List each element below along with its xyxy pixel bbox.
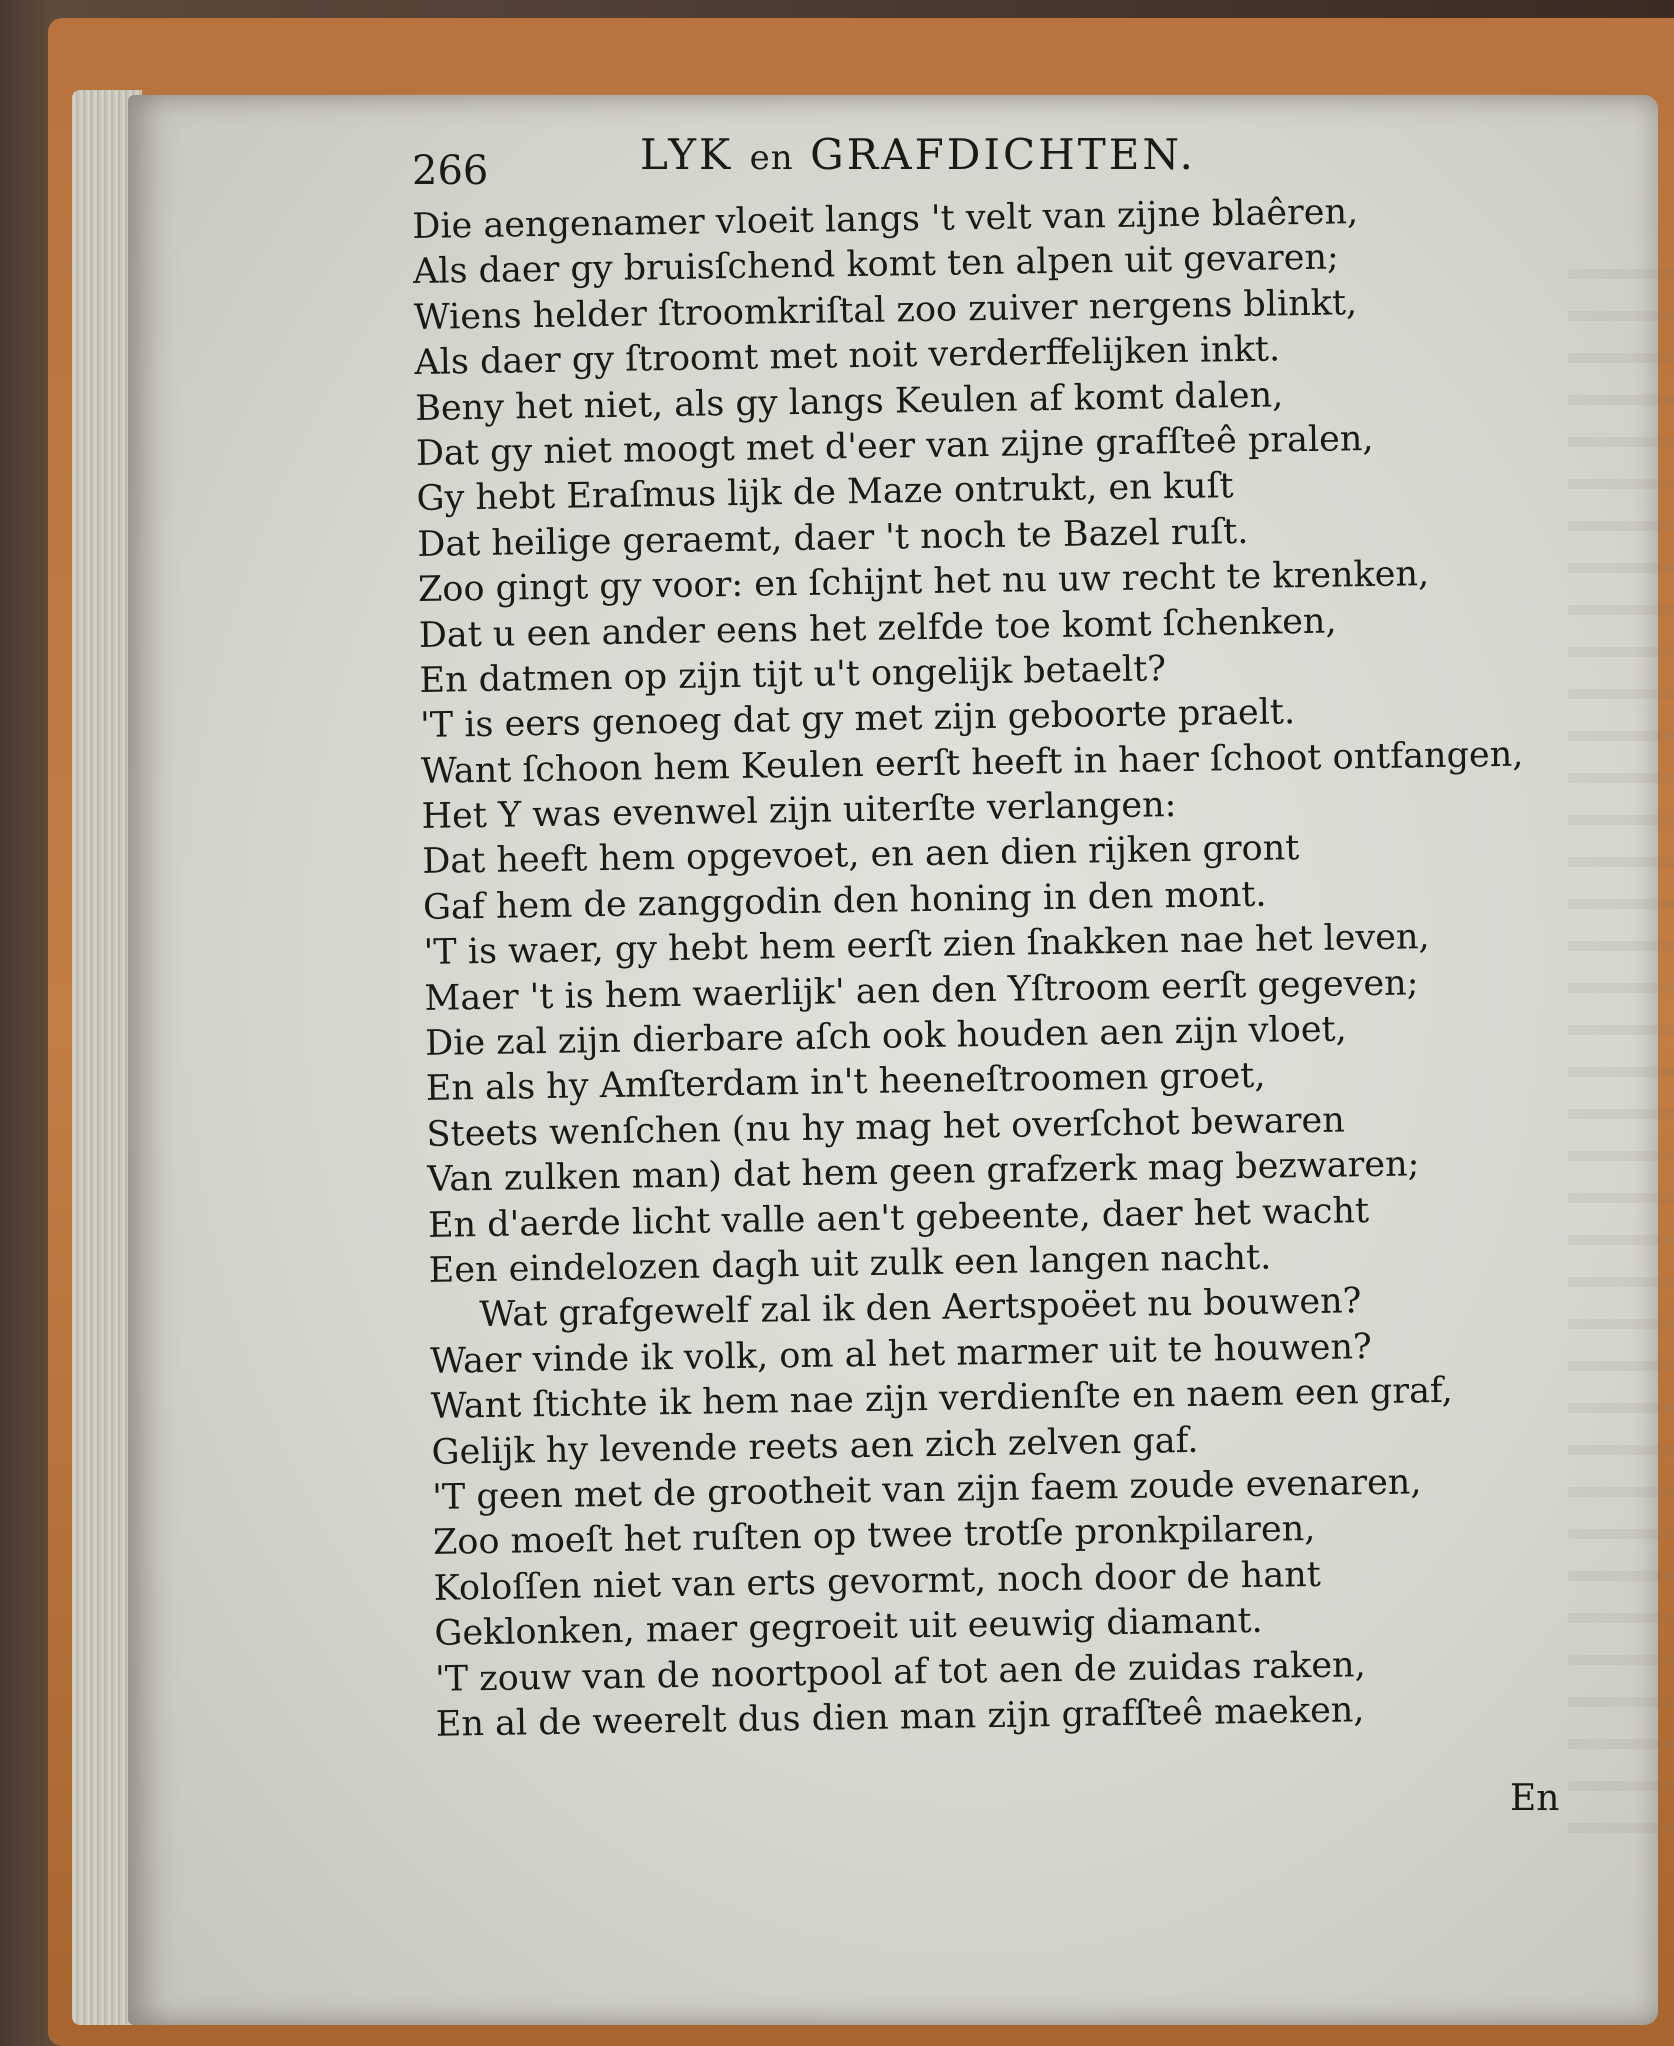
poem-line: Het Y was evenwel zijn uiterſte verlangen: [421,785,1177,838]
poem-line: Die aengenamer vloeit langs 't velt van zijne blaêren, [412,192,1359,247]
poem-line: Dat gy niet moogt met d'eer van zijne grafſteê pralen, [415,418,1374,474]
poem-line: Dat heilige geraemt, daer 't noch te Bazel ruſt. [417,511,1249,565]
poem-line: Gy hebt Eraſmus lijk de Maze ontrukt, en kuſt [416,466,1234,520]
poem-line: Wiens helder ſtroomkriſtal zoo zuiver nergens blinkt, [413,282,1358,338]
poem-text [412,187,1586,1748]
header-title-part2: GRAFDICHTEN. [810,130,1196,179]
poem-line: Een eindelozen dagh uit zulk een langen nacht. [428,1237,1272,1291]
poem-line: 'T is eers genoeg dat gy met zijn geboorte praelt. [419,692,1296,747]
poem-line: Dat u een ander eens het zelfde toe komt ſchenken, [418,601,1337,656]
poem-line: Zoo moeſt het ruſten op twee trotſe pronkpilaren, [432,1509,1316,1564]
header-title-part1: LYK [640,130,734,179]
poem-line: Koloſſen niet van erts gevormt, noch door de hant [433,1554,1322,1609]
header-title-en: en [749,138,794,178]
poem-line: 'T is waer, gy hebt hem eerſt zien ſnakken nae het leven, [423,917,1430,974]
poem-line: Van zulken man) dat hem geen grafzerk mag bezwaren; [427,1144,1420,1201]
poem-line: Gaf hem de zanggodin den honing in den mont. [422,874,1267,928]
poem-line: Als daer gy bruisſchend komt ten alpen uit gevaren; [412,237,1340,293]
poem-line: Zoo gingt gy voor: en ſchijnt het nu uw recht te krenken, [417,554,1430,611]
poem-line: Waer vinde ik volk, om al het marmer uit te houwen? [429,1326,1373,1382]
poem-line: En d'aerde licht valle aen't gebeente, daer het wacht [427,1190,1370,1246]
poem-line: Die zal zijn dierbare aſch ook houden aen zijn vloet, [424,1009,1347,1064]
catchword: En [1510,1778,1560,1819]
poem-line: Dat heeft hem opgevoet, en aen dien rijken gront [422,828,1300,883]
poem-line: Maer 't is hem waerlijk' aen den Yſtroom eerſt gegeven; [424,962,1419,1019]
poem-line: Steets wenſchen (nu hy mag het overſchot bewaren [426,1100,1346,1155]
poem-line: Als daer gy ſtroomt met noit verderffelijken inkt. [414,329,1281,384]
poem-line: En al de weerelt dus dien man zijn grafſteê maeken, [435,1690,1365,1745]
poem-line: Want ſchoon hem Keulen eerſt heeft in haer ſchoot ontfangen, [420,734,1524,792]
poem-line: En als hy Amſterdam in't heeneſtroomen groet, [425,1056,1266,1110]
poem-line: Wat grafgewelf zal ik den Aertspoëet nu bouwen? [479,1281,1362,1336]
poem-line: Geklonken, maer gegroeit uit eeuwig diamant. [434,1600,1263,1654]
poem-line: En datmen op zijn tijt u't ongelijk betaelt? [419,649,1167,701]
poem-line: 'T zouw van de noortpool af tot aen de zuidas raken, [434,1644,1366,1700]
poem-line: Gelijk hy levende reets aen zich zelven gaf. [431,1420,1199,1473]
running-header [640,130,1196,190]
poem-line: 'T geen met de grootheit van zijn faem zoude evenaren, [431,1462,1422,1518]
poem-line: Beny het niet, als gy langs Keulen af komt dalen, [414,374,1284,429]
poem-line: Want ſtichte ik hem nae zijn verdienſte en naem een graf, [430,1370,1454,1428]
page-number: 266 [412,148,489,194]
